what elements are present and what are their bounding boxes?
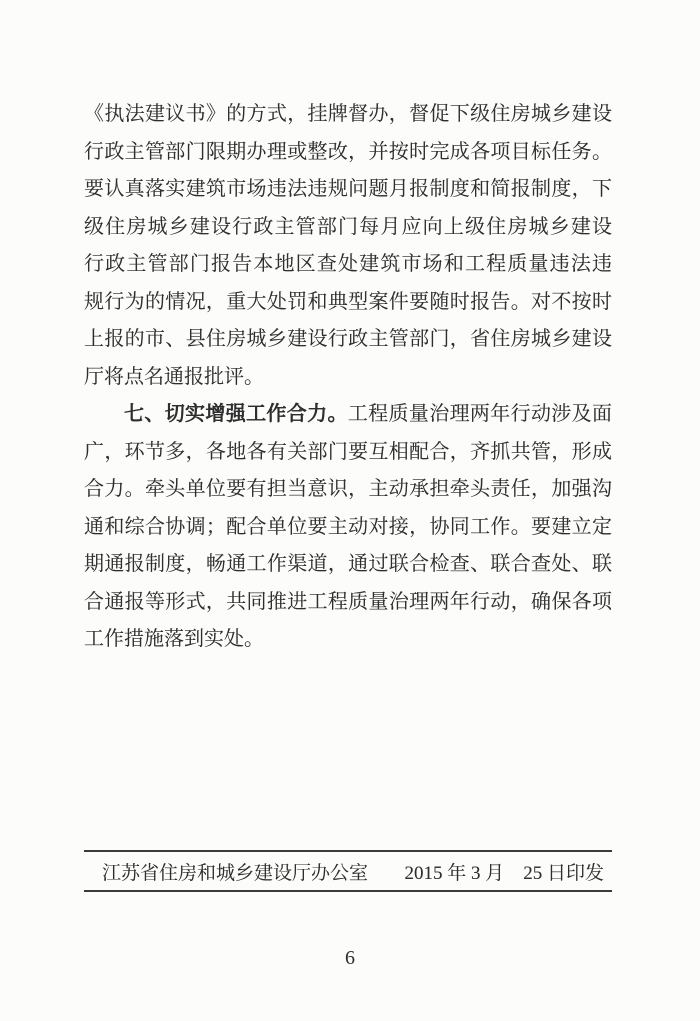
- text-line: 行政主管部门限期办理或整改，并按时完成各项目标任务。: [84, 140, 612, 163]
- text-line: 工作措施落到实处。: [84, 628, 264, 650]
- text-line: 期通报制度，畅通工作渠道，通过联合检查、联合查处、联: [84, 553, 612, 575]
- text-line: 厅将点名通报批评。: [84, 365, 264, 388]
- issuing-office: 江苏省住房和城乡建设厅办公室: [102, 862, 369, 884]
- text-line: 广，环节多，各地各有关部门要互相配合，齐抓共管，形成: [84, 440, 612, 463]
- text-line: 级住房城乡建设行政主管部门每月应向上级住房城乡建设: [84, 215, 612, 238]
- text-line: 《执法建议书》的方式，挂牌督办，督促下级住房城乡建设: [84, 103, 612, 125]
- text-line: 行政主管部门报告本地区查处建筑市场和工程质量违法违: [84, 253, 612, 275]
- section-first-line-text: 工程质量治理两年行动涉及面: [347, 403, 613, 425]
- print-date: 2015 年 3 月 25 日印发: [404, 862, 604, 884]
- footer-colophon: [84, 850, 612, 892]
- text-line: 合力。牵头单位要有担当意识，主动承担牵头责任，加强沟: [84, 478, 612, 500]
- page-number: 6: [345, 947, 355, 969]
- text-line: 通和综合协调；配合单位要主动对接，协同工作。要建立定: [84, 515, 612, 538]
- text-line: [84, 396, 612, 434]
- text-line: 上报的市、县住房城乡建设行政主管部门，省住房城乡建设: [84, 328, 612, 350]
- text-line: 规行为的情况，重大处罚和典型案件要随时报告。对不按时: [84, 290, 612, 313]
- text-line: 要认真落实建筑市场违法违规问题月报制度和简报制度，下: [84, 178, 612, 200]
- text-line: 合通报等形式，共同推进工程质量治理两年行动，确保各项: [84, 590, 612, 613]
- section-heading: 七、切实增强工作合力。: [124, 403, 348, 425]
- document-body: [84, 96, 612, 659]
